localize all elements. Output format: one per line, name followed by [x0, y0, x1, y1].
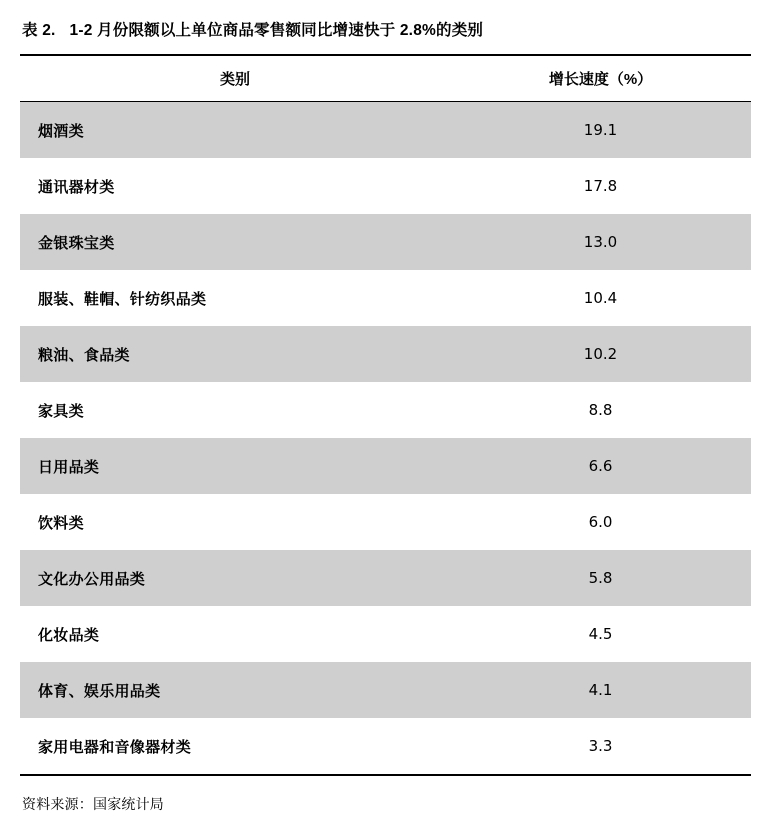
table-caption	[20, 0, 751, 54]
table-row	[20, 718, 751, 774]
cell-category: 饮料类	[20, 494, 450, 550]
cell-category: 文化办公用品类	[20, 550, 450, 606]
cell-value: 4.1	[450, 662, 751, 718]
table-row	[20, 494, 751, 550]
cell-category: 烟酒类	[20, 102, 450, 159]
table-row	[20, 214, 751, 270]
table-row	[20, 606, 751, 662]
cell-category: 服装、鞋帽、针纺织品类	[20, 270, 450, 326]
table-row	[20, 438, 751, 494]
cell-category: 粮油、食品类	[20, 326, 450, 382]
cell-value: 4.5	[450, 606, 751, 662]
cell-category: 家用电器和音像器材类	[20, 718, 450, 774]
table-row	[20, 102, 751, 159]
cell-value: 5.8	[450, 550, 751, 606]
cell-category: 家具类	[20, 382, 450, 438]
retail-growth-table	[20, 54, 751, 774]
cell-value: 10.4	[450, 270, 751, 326]
table-caption-label: 表 2.	[22, 22, 56, 39]
table-row	[20, 662, 751, 718]
table-row	[20, 326, 751, 382]
table-header	[20, 55, 751, 102]
cell-value: 6.6	[450, 438, 751, 494]
column-header-category: 类别	[20, 55, 450, 102]
table-row	[20, 382, 751, 438]
cell-category: 通讯器材类	[20, 158, 450, 214]
cell-value: 19.1	[450, 102, 751, 159]
cell-value: 13.0	[450, 214, 751, 270]
cell-category: 化妆品类	[20, 606, 450, 662]
table-header-row	[20, 55, 751, 102]
cell-category: 体育、娱乐用品类	[20, 662, 450, 718]
column-header-growth: 增长速度（%）	[450, 55, 751, 102]
cell-value: 10.2	[450, 326, 751, 382]
cell-category: 日用品类	[20, 438, 450, 494]
table-caption-text: 1-2 月份限额以上单位商品零售额同比增速快于 2.8%的类别	[69, 22, 484, 39]
source-note: 资料来源：国家统计局	[22, 796, 164, 812]
cell-category: 金银珠宝类	[20, 214, 450, 270]
cell-value: 17.8	[450, 158, 751, 214]
table-row	[20, 158, 751, 214]
table-row	[20, 270, 751, 326]
cell-value: 8.8	[450, 382, 751, 438]
table-body	[20, 102, 751, 775]
cell-value: 3.3	[450, 718, 751, 774]
table-row	[20, 550, 751, 606]
cell-value: 6.0	[450, 494, 751, 550]
